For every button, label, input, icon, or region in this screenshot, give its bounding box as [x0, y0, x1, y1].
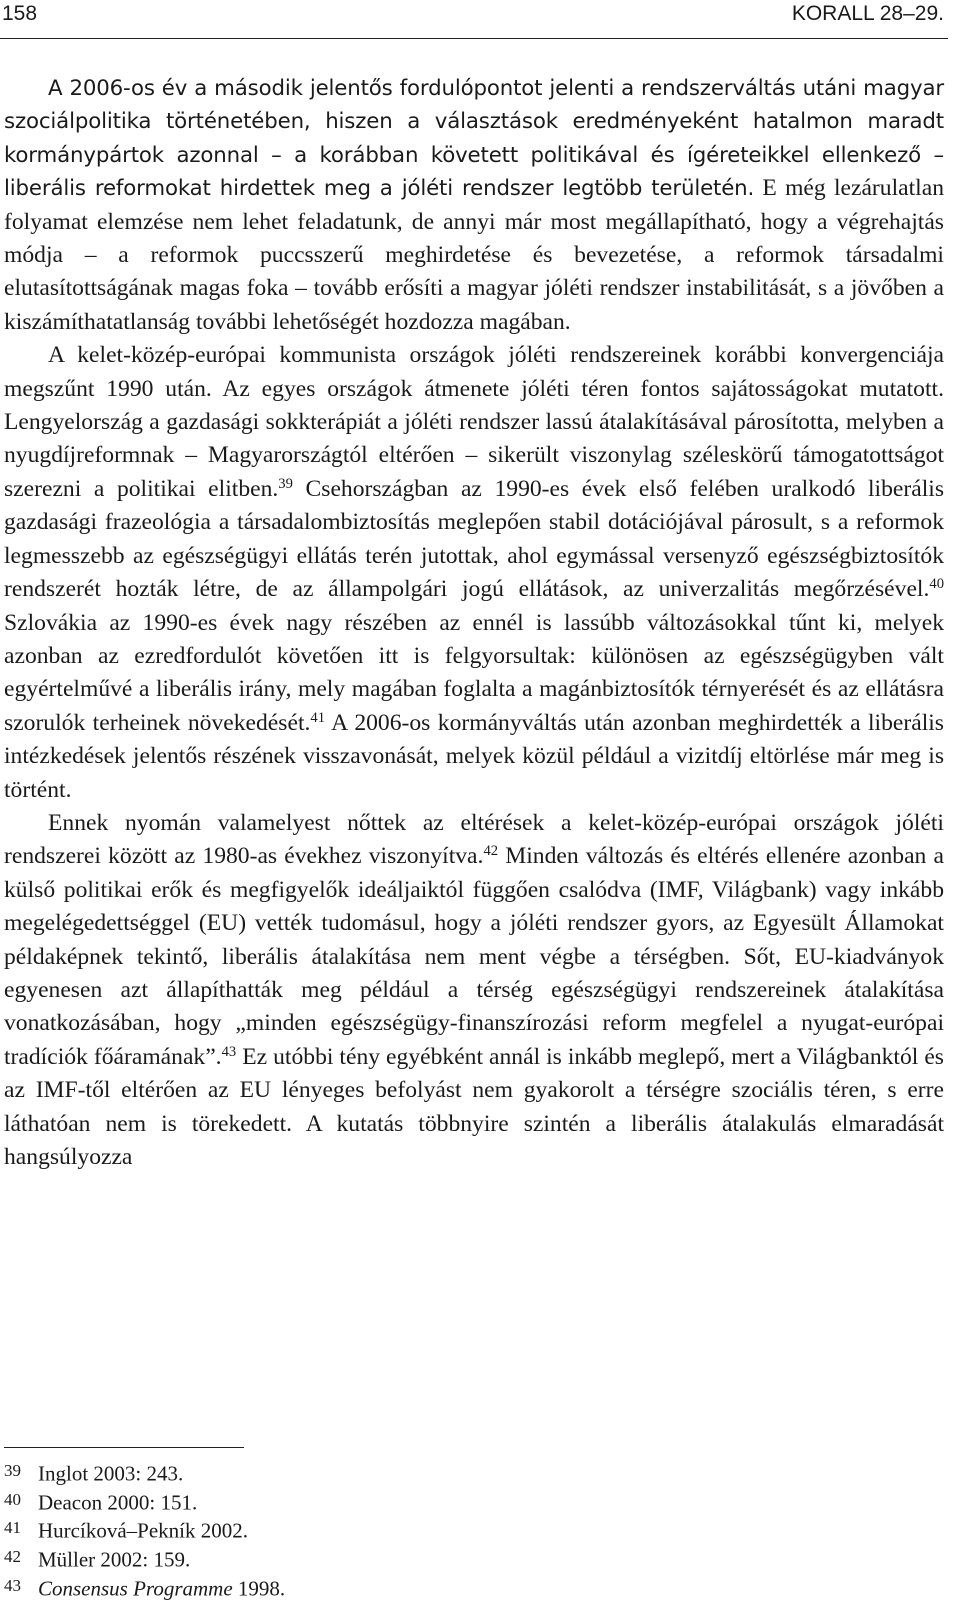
- footnote-ref-39[interactable]: 39: [278, 475, 293, 492]
- footnote-42: [4, 1544, 904, 1573]
- footnote-italic-title: Consensus Programme: [38, 1575, 233, 1600]
- running-head: KORALL 28–29.: [791, 2, 944, 25]
- footnote-number: 40: [4, 1489, 21, 1509]
- body-text: [4, 72, 944, 1174]
- footnote-40: [4, 1487, 904, 1516]
- footnote-text-wrapper: [38, 1576, 285, 1600]
- paragraph-2-text-3: Szlovákia az 1990-es évek nagy részében az ennél is lassúbb változásokkal tűnt ki, melyek azonban az ezredfordulót követően itt is felgyorsultak: különösen az egészségügyben vált egyértelművé a liberális irány, mely magában foglalta a magánbiztosítók térnyerését és az ellátásra szorulók terheinek növekedését.: [4, 609, 944, 736]
- footnote-number: 43: [4, 1575, 21, 1595]
- page-number: 158: [2, 2, 38, 25]
- footnote-ref-43[interactable]: 43: [221, 1043, 237, 1060]
- footnote-ref-42[interactable]: 42: [483, 843, 499, 860]
- footnote-39: [4, 1458, 904, 1487]
- page-header: [0, 0, 948, 39]
- footnote-text: Müller 2002: 159.: [38, 1547, 191, 1572]
- footnote-text: Hurcíková–Pekník 2002.: [38, 1518, 248, 1543]
- footnote-number: 39: [4, 1461, 21, 1480]
- paragraph-3-text-3: Ez utóbbi tény egyébként annál is inkább meglepő, mert a Világbanktól és az IMF-től eltérően az EU lényeges befolyást nem gyakorolt a térségre szociális téren, s erre láthatóan nem is törekedett. A kutatás többnyire szintén a liberális átalakulás elmaradását hangsúlyozza: [4, 1043, 944, 1170]
- footnote-number: 41: [4, 1518, 21, 1538]
- footnote-text: 1998.: [232, 1575, 286, 1600]
- paragraph-2-text-1: A kelet-közép-európai kommunista országok jóléti rendszereinek korábbi konvergenciája megszűnt 1990 után. Az egyes országok átmenete jóléti téren fontos sajátosságokat mutatott. Lengyelország a gazdasági sokkterápiát a jóléti rendszer lassú átalakításával párosította, melyben a nyugdíjreformnak – Magyarországtól eltérően – sikerült viszonylag széleskörű támogatottságot szerezni a politikai elitben.: [4, 342, 944, 502]
- footnote-ref-41[interactable]: 41: [310, 709, 326, 726]
- paragraph-2-text-2: Csehországban az 1990-es évek első felében uralkodó liberális gazdasági frazeológia a társadalombiztosítás meglepően stabil dotációjával párosult, s a reformok legmesszebb az egészségügyi ellátás terén jutottak, ahol egymással versenyző egészségbiztosítók rendszerét hozták létre, de az állampolgári jogú ellátások, az univerzalitás megőrzésével.: [4, 475, 945, 603]
- paragraph-2-text-4: A 2006-os kormányváltás után azonban meghirdették a liberális intézkedések jelentős részének visszavonását, melyek közül például a vizitdíj eltörlése már meg is történt.: [4, 709, 944, 803]
- footnote-number: 42: [4, 1546, 21, 1566]
- footnote-text: Inglot 2003: 243.: [38, 1461, 184, 1486]
- footnotes: [4, 1458, 904, 1601]
- paragraph-3: [4, 807, 944, 1174]
- paragraph-1-lead: A 2006-os év a második jelentős fordulópontot jelenti a rendszerváltás utáni magyar szociálpolitika történetében, hiszen a választások eredményeként hatalmon maradt kormánypártok azonnal – a korábban követett politikával és ígéreteikkel ellenkező – liberális reformokat hirdettek meg a jóléti rendszer legtöbb területén.: [4, 76, 944, 202]
- paragraph-1-rest: E még lezárulatlan folyamat elemzése nem lehet feladatunk, de annyi már most megállapítható, hogy a végrehajtás módja – a reformok puccsszerű meghirdetése és bevezetése, a reformok társadalmi elutasítottságának magas foka – tovább erősíti a magyar jóléti rendszer instabilitását, s a jövőben a kiszámíthatatlanság további lehetőségét hozdozza magában.: [4, 175, 944, 335]
- footnote-separator: [4, 1447, 244, 1448]
- paragraph-2: [4, 339, 944, 807]
- footnote-ref-40[interactable]: 40: [929, 576, 944, 593]
- footnote-41: [4, 1515, 904, 1544]
- paragraph-3-text-1: Ennek nyomán valamelyest nőttek az eltérések a kelet-közép-európai országok jóléti rendszerei között az 1980-as évekhez viszonyítva.: [4, 809, 944, 870]
- paragraph-3-text-2: Minden változás és eltérés ellenére azonban a külső politikai erők és megfigyelők ideáljaiktól függően csalódva (IMF, Világbank) vagy inkább megelégedettséggel (EU) vették tudomásul, hogy a jóléti rendszer gyors, az Egyesült Államokat példaképnek tekintő, liberális átalakítása nem ment végbe a térségben. Sőt, EU-kiadványok egyenesen azt állapíthatták meg például a térség egészségügyi rendszereinek átalakítása vonatkozásában, hogy „minden egészségügy-finanszírozási reform megfelel a nyugat-európai tradíciók főáramának”.: [4, 843, 945, 1070]
- footnote-43: [4, 1573, 904, 1601]
- paragraph-1: [4, 72, 944, 339]
- footnote-text: Deacon 2000: 151.: [38, 1489, 198, 1514]
